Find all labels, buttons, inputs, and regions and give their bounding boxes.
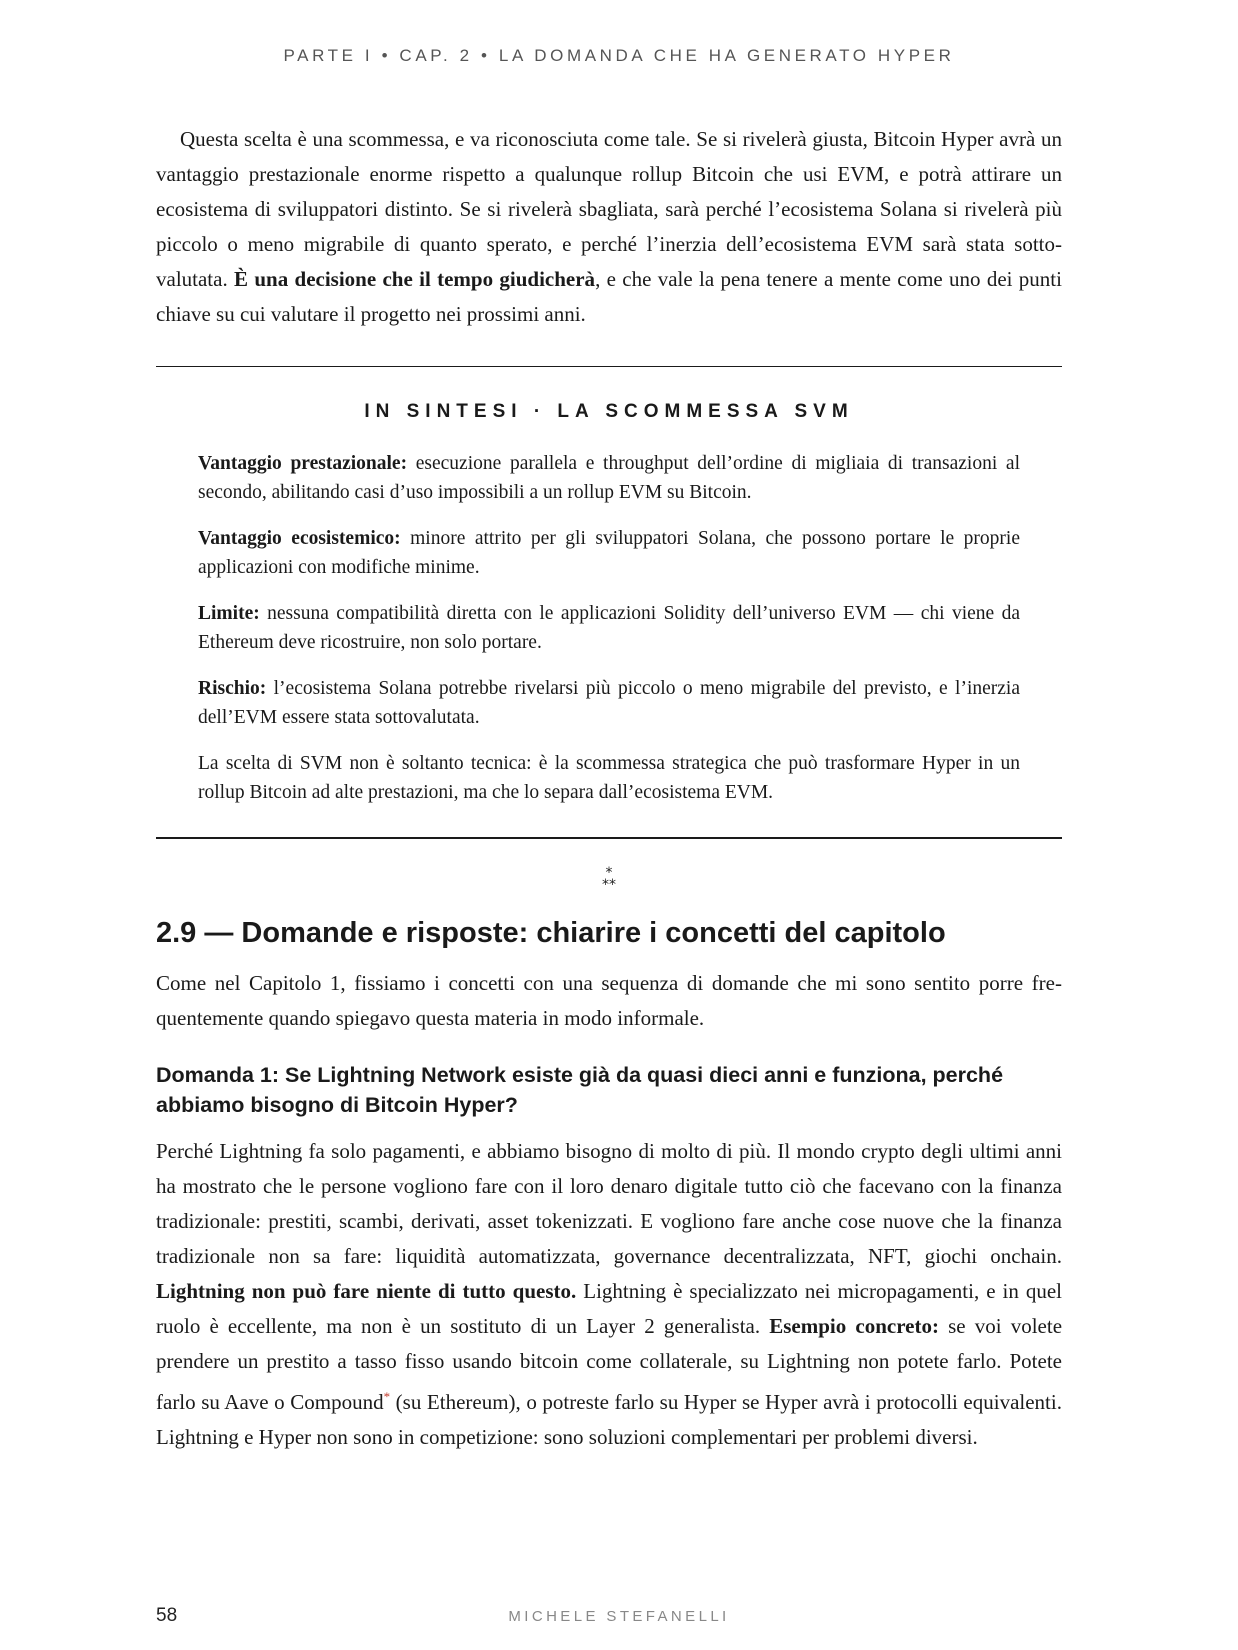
summary-item-label: Vantaggio ecosistemico: xyxy=(198,528,401,549)
summary-item-label: Rischio: xyxy=(198,678,267,699)
summary-title: IN SINTESI · LA SCOMMESSA SVM xyxy=(364,401,854,422)
intro-emphasis: È una decisione che il tempo giudicherà xyxy=(234,267,596,291)
summary-item-text: minore attrito per gli sviluppatori Solana, che possono portare le proprie applicazioni con modifiche minime. xyxy=(198,528,1020,578)
intro-text: Questa scelta è una scommessa, e va riconosciuta come tale. Se si rivelerà giusta, Bitcoin Hyper avrà un vantaggio prestazionale enorme rispetto a qualunque rollup Bitcoin che usi EVM, e potrà attirare un ecosistema di sviluppatori distinto. Se si rivelerà sbagliata, sarà perché l’ecosistema Solana si rivelerà più piccolo o meno migrabile di quanto sperato, e perché l’inerzia dell’ecosistema EVM sarà stata sottovalutata. xyxy=(156,127,1062,291)
summary-item xyxy=(198,674,1020,732)
answer-text: se voi volete prendere un prestito a tasso fisso usando bitcoin come collaterale, su Lightning non potete farlo. Potete farlo su Aave o Compound xyxy=(156,1314,1063,1414)
asterism-divider: * ** xyxy=(602,865,616,893)
section-intro: Come nel Capitolo 1, fissiamo i concetti con una sequenza di domande che mi sono sentito porre frequentemente quando spiegavo questa materia in modo informale. xyxy=(156,971,1062,1030)
answer-text: (su Ethereum), o potreste farlo su Hyper se Hyper avrà i protocolli equivalenti. Lightning e Hyper non sono in competizione: sono soluzioni complementari per problemi diversi. xyxy=(156,1390,1062,1449)
summary-item-label: Vantaggio prestazionale: xyxy=(198,453,408,474)
page-content xyxy=(156,122,1062,1455)
answer-emphasis: Lightning non può fare niente di tutto questo. xyxy=(156,1279,577,1303)
answer-paragraph xyxy=(156,1134,1062,1455)
footer-author: MICHELE STEFANELLI xyxy=(508,1608,730,1625)
answer-text: Lightning è specializzato nei micropagamenti, e in quel ruolo è eccellente, ma non è un sostituto di un Layer 2 generalista. xyxy=(156,1279,1062,1338)
summary-item-label: Limite: xyxy=(198,603,260,624)
summary-item-text: nessuna compatibilità diretta con le applicazioni Solidity dell’universo EVM — chi viene da Ethereum deve ricostruire, non solo portare. xyxy=(198,603,1020,653)
summary-item xyxy=(198,449,1020,507)
box-bottom-rule xyxy=(156,837,1062,839)
footnote-marker[interactable]: * xyxy=(383,1389,391,1404)
summary-item-text: l’ecosistema Solana potrebbe rivelarsi più piccolo o meno migrabile del previsto, e l’inerzia dell’EVM essere stata sottovalutata. xyxy=(198,678,1020,728)
intro-text-end: , e che vale la pena tenere a mente come uno dei punti chiave su cui valutare il progetto nei prossimi anni. xyxy=(156,267,1062,326)
summary-conclusion: La scelta di SVM non è soltanto tecnica: è la scommessa strategica che può trasformare Hyper in un rollup Bitcoin ad alte prestazioni, ma che lo separa dall’ecosistema EVM. xyxy=(198,753,1020,803)
intro-paragraph xyxy=(156,122,1062,332)
summary-item xyxy=(198,524,1020,582)
section-heading: 2.9 — Domande e risposte: chiarire i concetti del capitolo xyxy=(156,917,946,949)
running-header: PARTE I • CAP. 2 • LA DOMANDA CHE HA GENERATO HYPER xyxy=(283,46,955,65)
summary-box xyxy=(156,367,1062,807)
summary-item xyxy=(198,599,1020,657)
summary-item-text: esecuzione parallela e throughput dell’ordine di migliaia di transazioni al secondo, abilitando casi d’uso impossibili a un rollup EVM su Bitcoin. xyxy=(198,453,1021,503)
question-heading: Domanda 1: Se Lightning Network esiste già da quasi dieci anni e funziona, perché abbiamo bisogno di Bitcoin Hyper? xyxy=(156,1063,1004,1117)
answer-text: Perché Lightning fa solo pagamenti, e abbiamo bisogno di molto di più. Il mondo crypto degli ultimi anni ha mostrato che le persone vogliono fare con il loro denaro digitale tutto ciò che facevano con la finanza tradizionale: prestiti, scambi, derivati, asset tokenizzati. E vogliono fare anche cose nuove che la finanza tradizionale non sa fare: liquidità automatizzata, governance decentralizzata, NFT, giochi onchain. xyxy=(156,1139,1062,1268)
page-number: 58 xyxy=(156,1605,178,1626)
answer-emphasis: Esempio concreto: xyxy=(769,1314,939,1338)
